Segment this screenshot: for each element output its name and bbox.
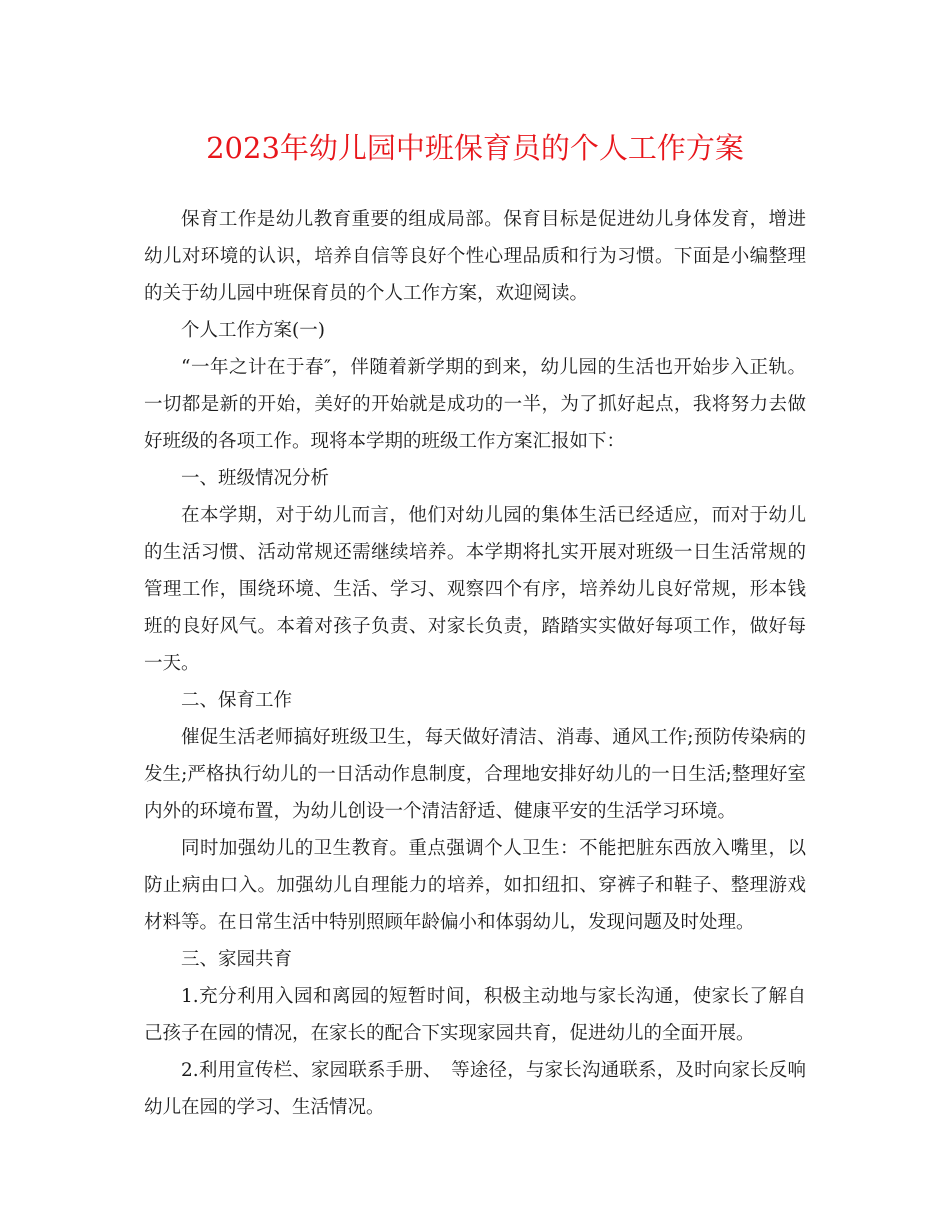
- opening-paragraph: “一年之计在于春″，伴随着新学期的到来，幼儿园的生活也开始步入正轨。一切都是新的开始，美好的开始就是成功的一半，为了抓好起点，我将努力去做好班级的各项工作。现将本学期的班级工作方案汇报如下：: [144, 357, 806, 452]
- heading-home-school: 三、家园共育: [181, 949, 293, 970]
- home-school-item-2: 2.利用宣传栏、家园联系手册、 等途径，与家长沟通联系，及时向家长反响幼儿在园的学习、生活情况。: [144, 1060, 806, 1118]
- document-title: 2023年幼儿园中班保育员的个人工作方案: [206, 131, 744, 165]
- document-body: [144, 201, 806, 1126]
- heading-class-analysis: 一、班级情况分析: [181, 468, 330, 489]
- heading-care-work: 二、保育工作: [181, 690, 293, 711]
- hygiene-paragraph: 同时加强幼儿的卫生教育。重点强调个人卫生：不能把脏东西放入嘴里，以防止病由口入。加强幼儿自理能力的培养，如扣纽扣、穿裤子和鞋子、整理游戏材料等。在日常生活中特别照顾年龄偏小和体弱幼儿，发现问题及时处理。: [144, 838, 806, 933]
- home-school-item-1: 1.充分利用入园和离园的短暂时间，积极主动地与家长沟通，使家长了解自己孩子在园的情况，在家长的配合下实现家园共育，促进幼儿的全面开展。: [144, 986, 806, 1044]
- care-work-paragraph: 催促生活老师搞好班级卫生，每天做好清洁、消毒、通风工作;预防传染病的发生;严格执行幼儿的一日活动作息制度，合理地安排好幼儿的一日生活;整理好室内外的环境布置，为幼儿创设一个清洁舒适、健康平安的生活学习环境。: [144, 727, 806, 822]
- class-analysis-paragraph: 在本学期，对于幼儿而言，他们对幼儿园的集体生活已经适应，而对于幼儿的生活习惯、活动常规还需继续培养。本学期将扎实开展对班级一日生活常规的管理工作，围绕环境、生活、学习、观察四个有序，培养幼儿良好常规，形本钱班的良好风气。本着对孩子负责、对家长负责，踏踏实实做好每项工作，做好每一天。: [144, 505, 806, 674]
- section-title: 个人工作方案(一): [181, 320, 325, 341]
- intro-paragraph: 保育工作是幼儿教育重要的组成局部。保育目标是促进幼儿身体发育，增进幼儿对环境的认识，培养自信等良好个性心理品质和行为习惯。下面是小编整理的关于幼儿园中班保育员的个人工作方案，欢迎阅读。: [144, 209, 806, 304]
